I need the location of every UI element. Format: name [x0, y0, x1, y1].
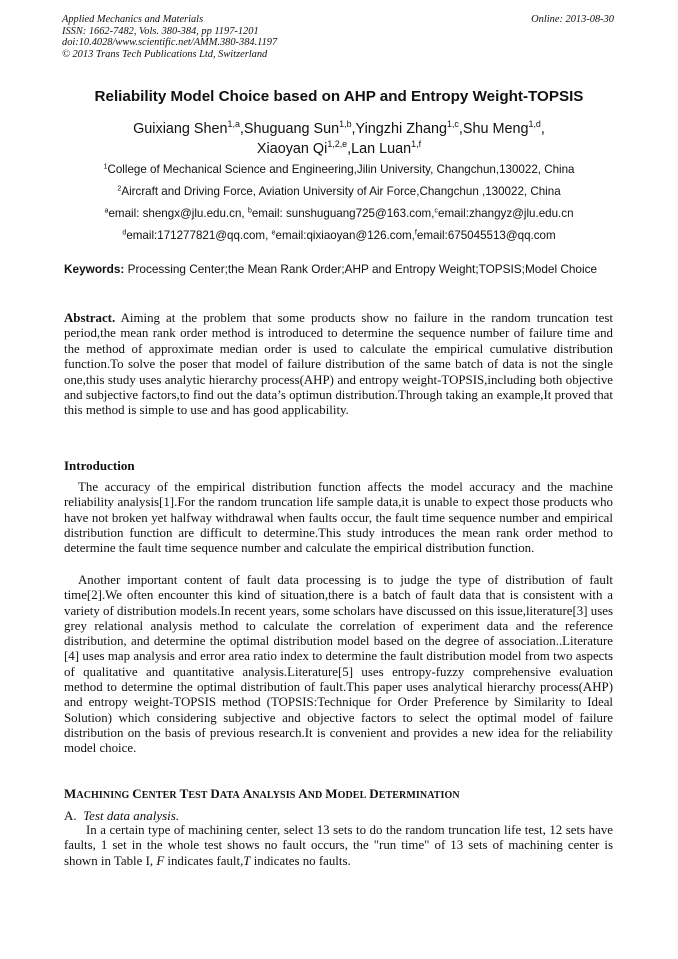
- author-list: [90, 119, 588, 159]
- email-line: $^d$email:171277821@qq.com, $^e$email:qixiaoyan@126.com,$^f$email:675045513@qq.com: [122, 227, 556, 242]
- paragraph: In a certain type of machining center, select 13 sets to do the random truncation life test, 12 sets have faults, 1 set in the whole test shows no fault occurs, the "run time" of 13 sets of machining center is shown in Table I, F indicates fault,T indicates no faults.: [64, 823, 613, 868]
- paragraph: Another important content of fault data processing is to judge the type of distribution of fault time[2].We often encounter this kind of situation,there is a batch of fault data that is consistent with a variety of distribution models.In recent years, some scholars have discussed on this issue,literature[3] uses grey relational analysis method to calculate the correlation of experiment data and the reference distribution, and determine the optimal distribution model based on the degree of association..Literature [4] uses map analysis and error area ratio index to determine the fault distribution model from two aspects of qualitative and quantitative analysis.Literature[5] uses entropy-fuzzy comprehensive evaluation method to determine the optimal distribution of fault.This paper uses analytical hierarchy process(AHP) and entropy weight-TOPSIS method (TOPSIS:Technique for Order Preference by Similarity to Ideal Solution) which considering subjective and objective factors to select the optimal model of failure distribution on the basis of previous research.It is convenient and provides a new idea for the reliability model choice.: [64, 573, 613, 756]
- subsection-heading: A. Test data analysis.: [64, 808, 180, 823]
- affiliation: $^2$Aircraft and Driving Force, Aviation University of Air Force,Changchun ,130022, China: [117, 183, 561, 198]
- affiliation: $^1$College of Mechanical Science and Engineering,Jilin University, Changchun,130022, China: [103, 161, 575, 176]
- email-line: $^a$email: shengx@jlu.edu.cn, $^b$email: sunshuguang725@163.com,$^c$email:zhangyz@jlu.edu.cn: [104, 205, 574, 220]
- author: Shuguang Sun$^{1,b}$,: [243, 119, 356, 137]
- journal-issn: ISSN: 1662-7482, Vols. 380-384, pp 1197-1201: [62, 25, 259, 37]
- author: Guixiang Shen$^{1,a}$,: [133, 119, 244, 137]
- abstract: Abstract. Aiming at the problem that some products show no failure in the random truncation test period,the mean rank order method is introduced to determine the sequence number of failure time and the method of approximate median order is used to calculate the empirical cumulative distribution function.To solve the poser that model of failure distribution of the same batch of data is not the single one,this study uses analytic hierarchy process(AHP) and entropy weight-TOPSIS,including both objective and subjective factors,to find out the data’s optimun distribution.Through taking an example,It proved that this method is simple to use and has good applicability.: [64, 311, 613, 418]
- journal-doi: doi:10.4028/www.scientific.net/AMM.380-384.1197: [62, 37, 278, 49]
- keywords: Keywords: Processing Center;the Mean Rank Order;AHP and Entropy Weight;TOPSIS;Model Choice: [64, 262, 598, 276]
- paper-title: Reliability Model Choice based on AHP and Entropy Weight-TOPSIS: [94, 88, 584, 105]
- author: Yingzhi Zhang$^{1,c}$,: [355, 119, 463, 137]
- paragraph: The accuracy of the empirical distribution function affects the model accuracy and the machine reliability analysis[1].For the random truncation life sample data,it is unable to expect those products who have not broken yet halfway withdrawal when faults occur, the fault time sequence number and empirical distribution function are difficult to determine.This study introduces the mean rank order method to determine the fault time sequence number and calculate the empirical distribution function.: [64, 480, 613, 556]
- author: Lan Luan$^{1,f}$: [351, 139, 422, 157]
- author: Xiaoyan Qi$^{1,2,e}$,: [256, 139, 352, 157]
- author: Shu Meng$^{1,d}$,: [462, 119, 545, 137]
- section-heading: Introduction: [64, 458, 135, 473]
- online-date: Online: 2013-08-30: [531, 14, 614, 25]
- journal-header: [62, 14, 277, 60]
- journal-copyright: © 2013 Trans Tech Publications Ltd, Switzerland: [62, 48, 268, 60]
- journal-name: Applied Mechanics and Materials: [62, 14, 204, 25]
- section-heading: MACHINING CENTER TEST DATA ANALYSIS AND MODEL DETERMINATION: [64, 786, 460, 801]
